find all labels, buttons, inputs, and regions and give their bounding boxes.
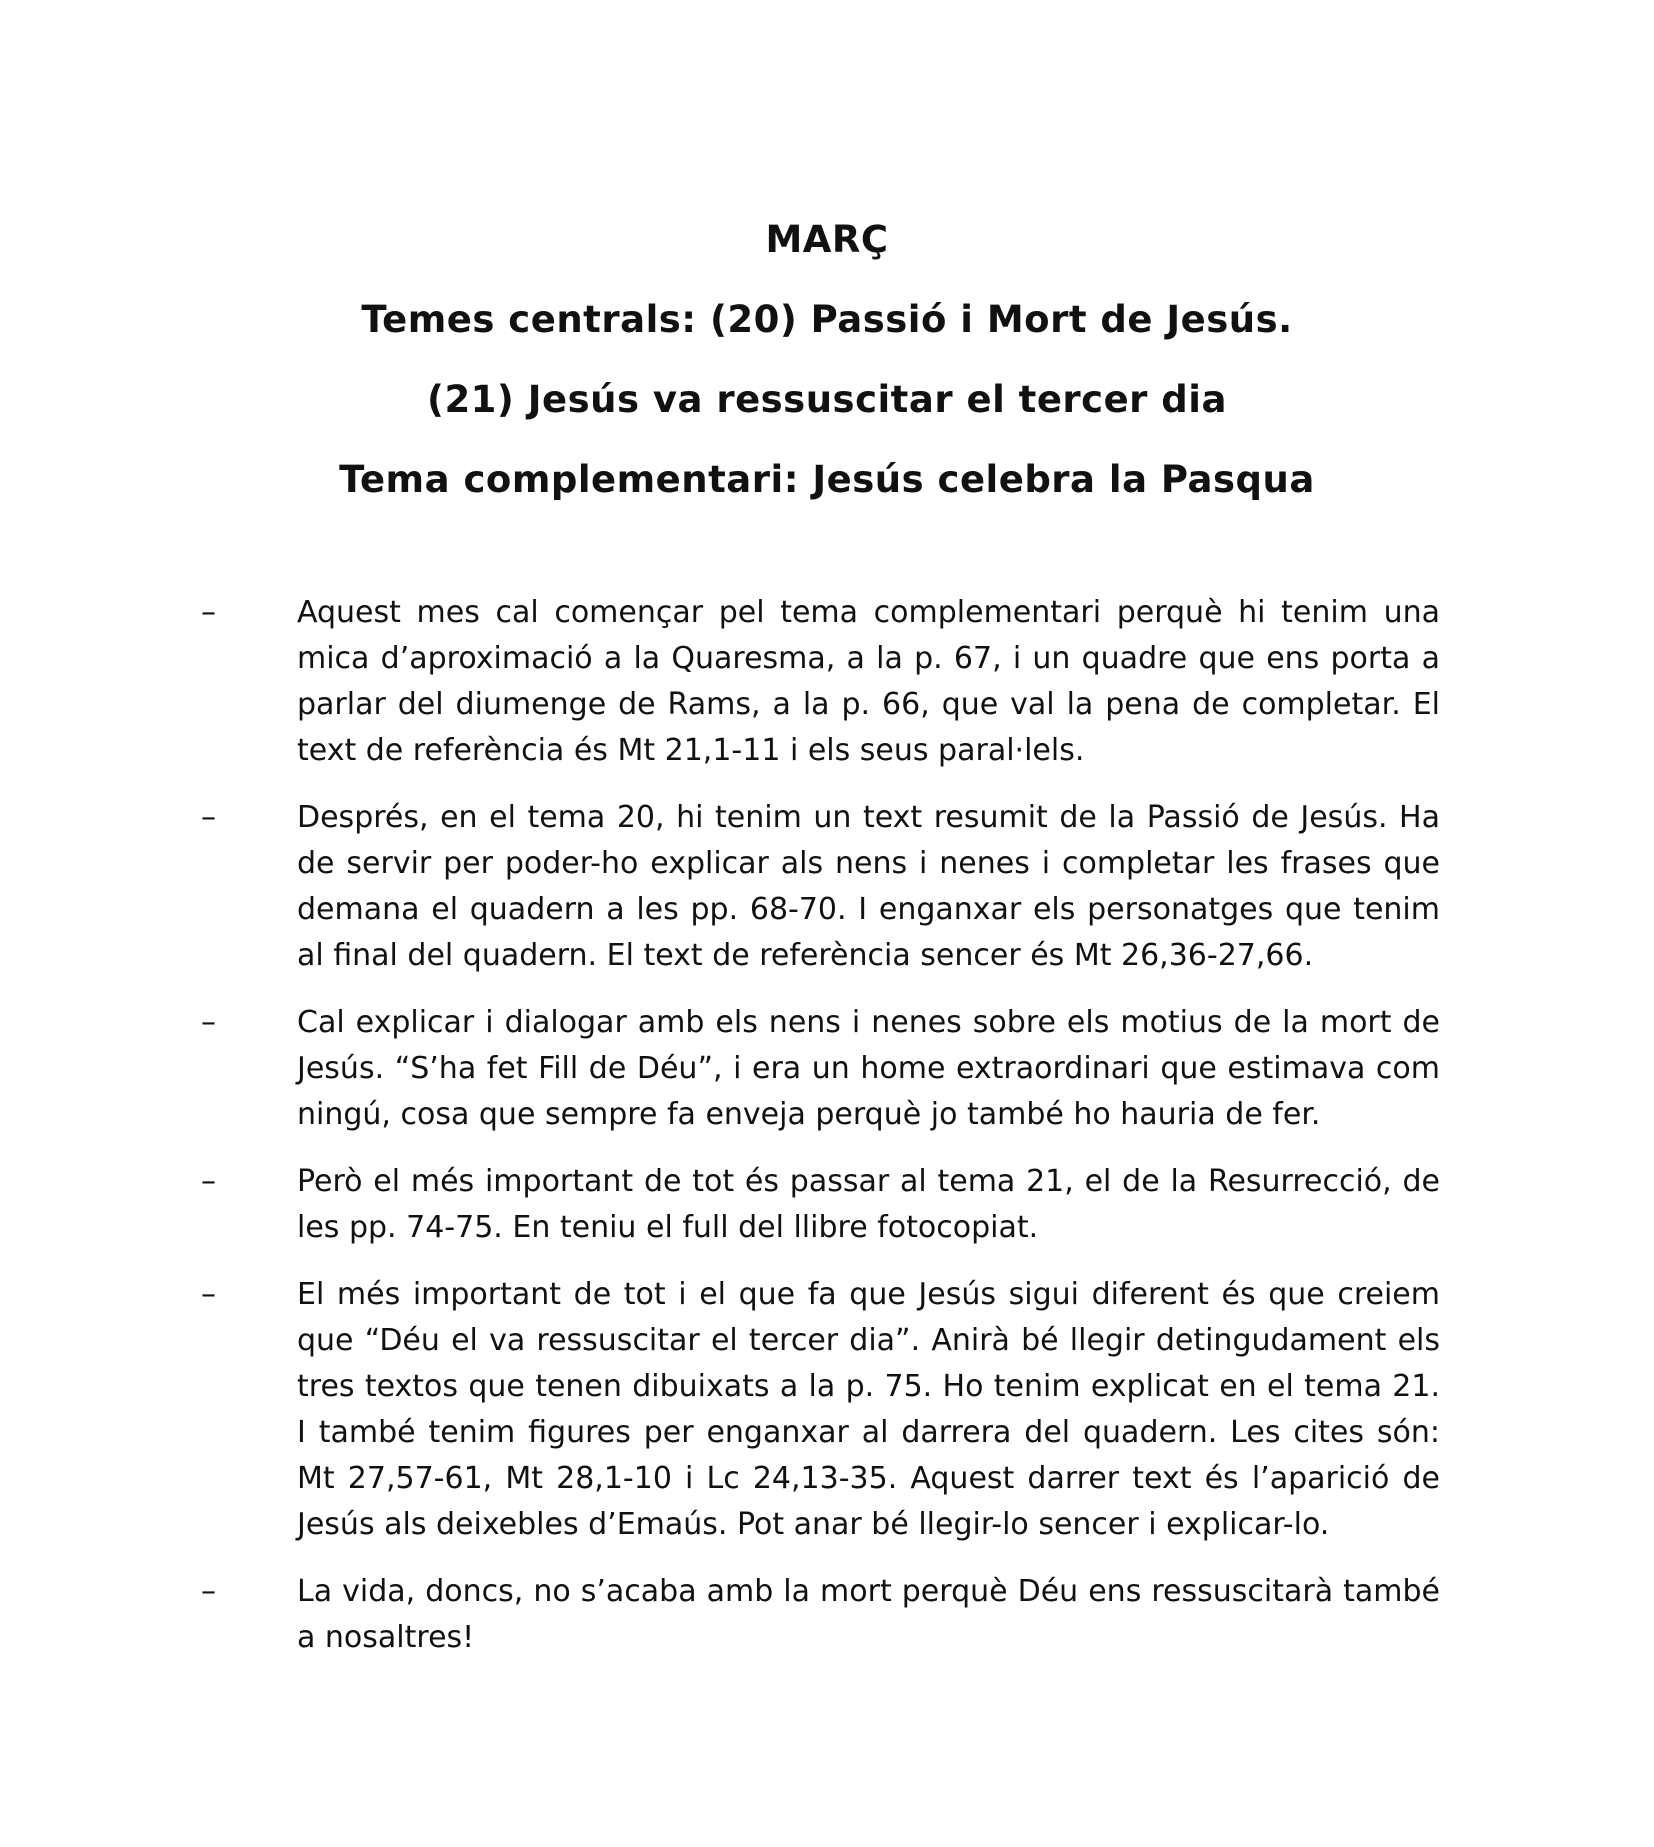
list-item — [0, 1569, 1654, 1661]
list-item — [0, 1000, 1654, 1138]
list-item-text: El més important de tot i el que fa que Jesús sigui diferent és que creiem que “Déu el va ressuscitar el tercer dia”. Anirà bé llegir detingudament els tres textos que tenen dibuixats a la p. 75. Ho tenim explicat en el tema 21. I també tenim figures per enganxar al darrera del quadern. Les cites són: Mt 27,57-61, Mt 28,1-10 i Lc 24,13-35. Aquest darrer text és l’aparició de Jesús als deixebles d’Emaús. Pot anar bé llegir-lo sencer i explicar-lo. — [297, 1277, 1440, 1542]
bullet-dash: – — [201, 1574, 216, 1609]
bullet-dash: – — [201, 595, 216, 630]
list-item — [0, 795, 1654, 979]
bullet-dash: – — [201, 1164, 216, 1199]
list-item-text: La vida, doncs, no s’acaba amb la mort perquè Déu ens ressuscitarà també a nosaltres! — [297, 1574, 1440, 1655]
bullet-dash: – — [201, 1277, 216, 1312]
complementary-topic-line: Tema complementari: Jesús celebra la Pasqua — [339, 458, 1315, 501]
list-item-text: Cal explicar i dialogar amb els nens i nenes sobre els motius de la mort de Jesús. “S’ha fet Fill de Déu”, i era un home extraordinari que estimava com ningú, cosa que sempre fa enveja perquè jo també ho hauria de fer. — [297, 1005, 1440, 1132]
bullet-dash: – — [201, 800, 216, 835]
list-item — [0, 1159, 1654, 1251]
bullet-list — [0, 590, 1654, 1682]
list-item-text: Aquest mes cal començar pel tema complementari perquè hi tenim una mica d’aproximació a la Quaresma, a la p. 67, i un quadre que ens porta a parlar del diumenge de Rams, a la p. 66, que val la pena de completar. El text de referència és Mt 21,1-11 i els seus paral·lels. — [297, 595, 1440, 768]
heading-block — [0, 200, 1654, 520]
bullet-dash: – — [201, 1005, 216, 1040]
month-title: MARÇ — [765, 218, 889, 261]
list-item — [0, 590, 1654, 774]
list-item-text: Però el més important de tot és passar al tema 21, el de la Resurrecció, de les pp. 74-75. En teniu el full del llibre fotocopiat. — [297, 1164, 1440, 1245]
list-item — [0, 1272, 1654, 1548]
central-topic-21-line: (21) Jesús va ressuscitar el tercer dia — [427, 378, 1227, 421]
list-item-text: Després, en el tema 20, hi tenim un text resumit de la Passió de Jesús. Ha de servir per poder-ho explicar als nens i nenes i completar les frases que demana el quadern a les pp. 68-70. I enganxar els personatges que tenim al final del quadern. El text de referència sencer és Mt 26,36-27,66. — [297, 800, 1440, 973]
central-topics-line: Temes centrals: (20) Passió i Mort de Jesús. — [361, 298, 1293, 341]
